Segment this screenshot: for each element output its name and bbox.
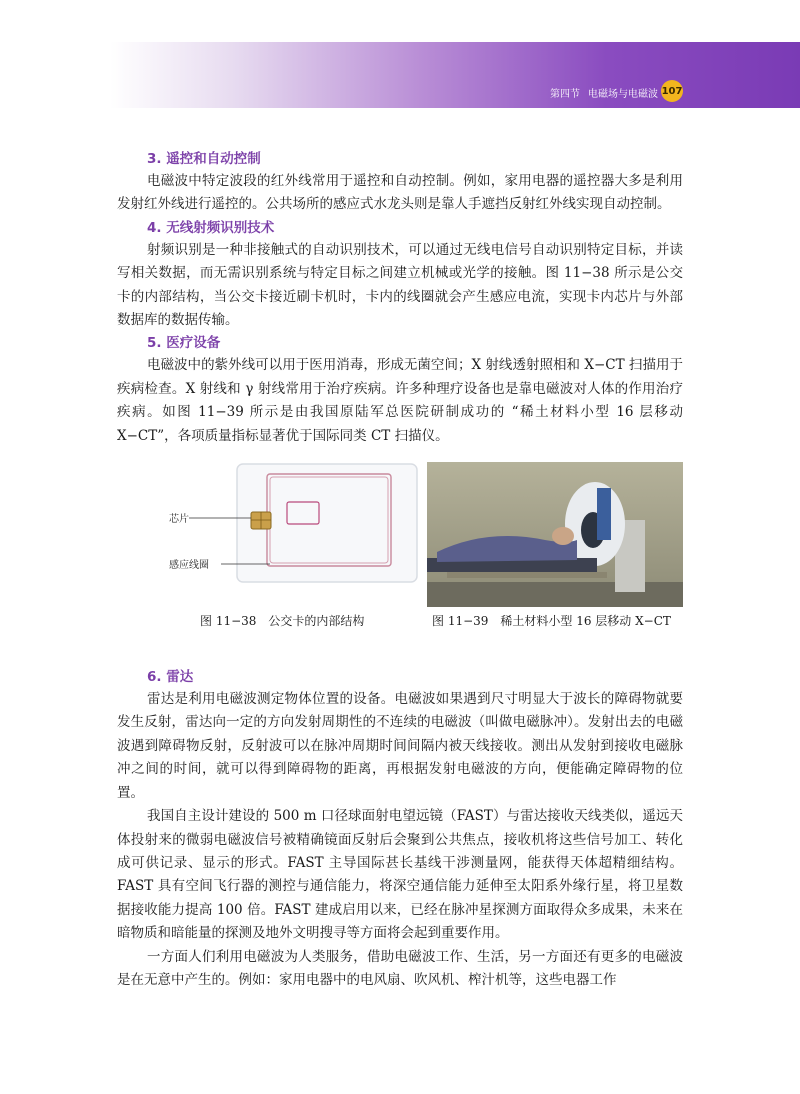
patient-head bbox=[552, 527, 574, 545]
paragraph: 雷达是利用电磁波测定物体位置的设备。电磁波如果遇到尺寸明显大于波长的障碍物就要发生反射，雷达向一定的方向发射周期性的不连续的电磁波（叫做电磁脉冲）。发射出去的电磁波遇到障碍物反射，反射波可以在脉冲周期时间间隔内被天线接收。测出从发射到接收电磁脉冲之间的时间，就可以得到障碍物的距离，再根据发射电磁波的方向，便能确定障碍物的位置。 bbox=[117, 691, 683, 801]
paragraph: 我国自主设计建设的 500 m 口径球面射电望远镜（FAST）与雷达接收天线类似，遥远天体投射来的微弱电磁波信号被精确镜面反射后会聚到公共焦点，接收机将这些信号加工、转化成可供记录、显示的形式。FAST 主导国际甚长基线干涉测量网，能获得天体超精细结构。FAST 具有空间飞行器的测控与通信能力，将深空通信能力延伸至太阳系外缘行星，将卫星数据接收能力提高 100 倍。FAST 建成启用以来，已经在脉冲星探测方面取得众多成果，未来在暗物质和暗能量的探测及地外文明搜寻等方面将会起到重要作用。 bbox=[117, 808, 683, 942]
figure-caption-11-39: 图 11−39 稀土材料小型 16 层移动 X−CT bbox=[432, 614, 671, 629]
figure-row bbox=[117, 462, 683, 660]
coil-label: 感应线圈 bbox=[169, 560, 209, 572]
blue-panel bbox=[597, 488, 611, 540]
header-band bbox=[110, 42, 800, 108]
section-title-remote-control: 3. 遥控和自动控制 bbox=[147, 151, 261, 167]
paragraph: 一方面人们利用电磁波为人类服务，借助电磁波工作、生活，另一方面还有更多的电磁波是在无意中产生的。例如：家用电器中的电风扇、吹风机、榨汁机等，这些电器工作 bbox=[117, 948, 683, 988]
transit-card-figure bbox=[169, 462, 419, 607]
chip-label: 芯片 bbox=[169, 514, 189, 526]
mobile-xct-photo bbox=[427, 462, 683, 607]
header-section: 第四节 bbox=[550, 88, 580, 100]
running-header bbox=[550, 84, 658, 100]
page-number-badge: 107 bbox=[661, 80, 683, 102]
section-title-radar: 6. 雷达 bbox=[147, 669, 194, 686]
paragraph: 射频识别是一种非接触式的自动识别技术，可以通过无线电信号自动识别特定目标，并读写相关数据，而无需识别系统与特定目标之间建立机械或光学的接触。图 11−38 所示是公交卡的内部结构，当公交卡接近刷卡机时，卡内的线圈就会产生感应电流，实现卡内芯片与外部数据库的数据传输。 bbox=[117, 241, 683, 329]
paragraph: 电磁波中的紫外线可以用于医用消毒，形成无菌空间；X 射线透射照相和 X−CT 扫描用于疾病检查。X 射线和 γ 射线常用于治疗疾病。许多种理疗设备也是靠电磁波对人体的作用治疗疾病。如图 11−39 所示是由我国原陆军总医院研制成功的 “稀土材料小型 16 层移动 X−CT”，各项质量指标显著优于国际同类 CT 扫描仪。 bbox=[117, 357, 683, 444]
section-title-rfid: 4. 无线射频识别技术 bbox=[147, 219, 275, 236]
page-content bbox=[117, 148, 683, 992]
section-title-medical: 5. 医疗设备 bbox=[147, 335, 221, 352]
paragraph: 电磁波中特定波段的红外线常用于遥控和自动控制。例如，家用电器的遥控器大多是利用发射红外线进行遥控的。公共场所的感应式水龙头则是靠人手遮挡反射红外线实现自动控制。 bbox=[117, 173, 683, 213]
figure-caption-11-38: 图 11−38 公交卡的内部结构 bbox=[200, 614, 365, 629]
header-title: 电磁场与电磁波 bbox=[588, 88, 658, 100]
